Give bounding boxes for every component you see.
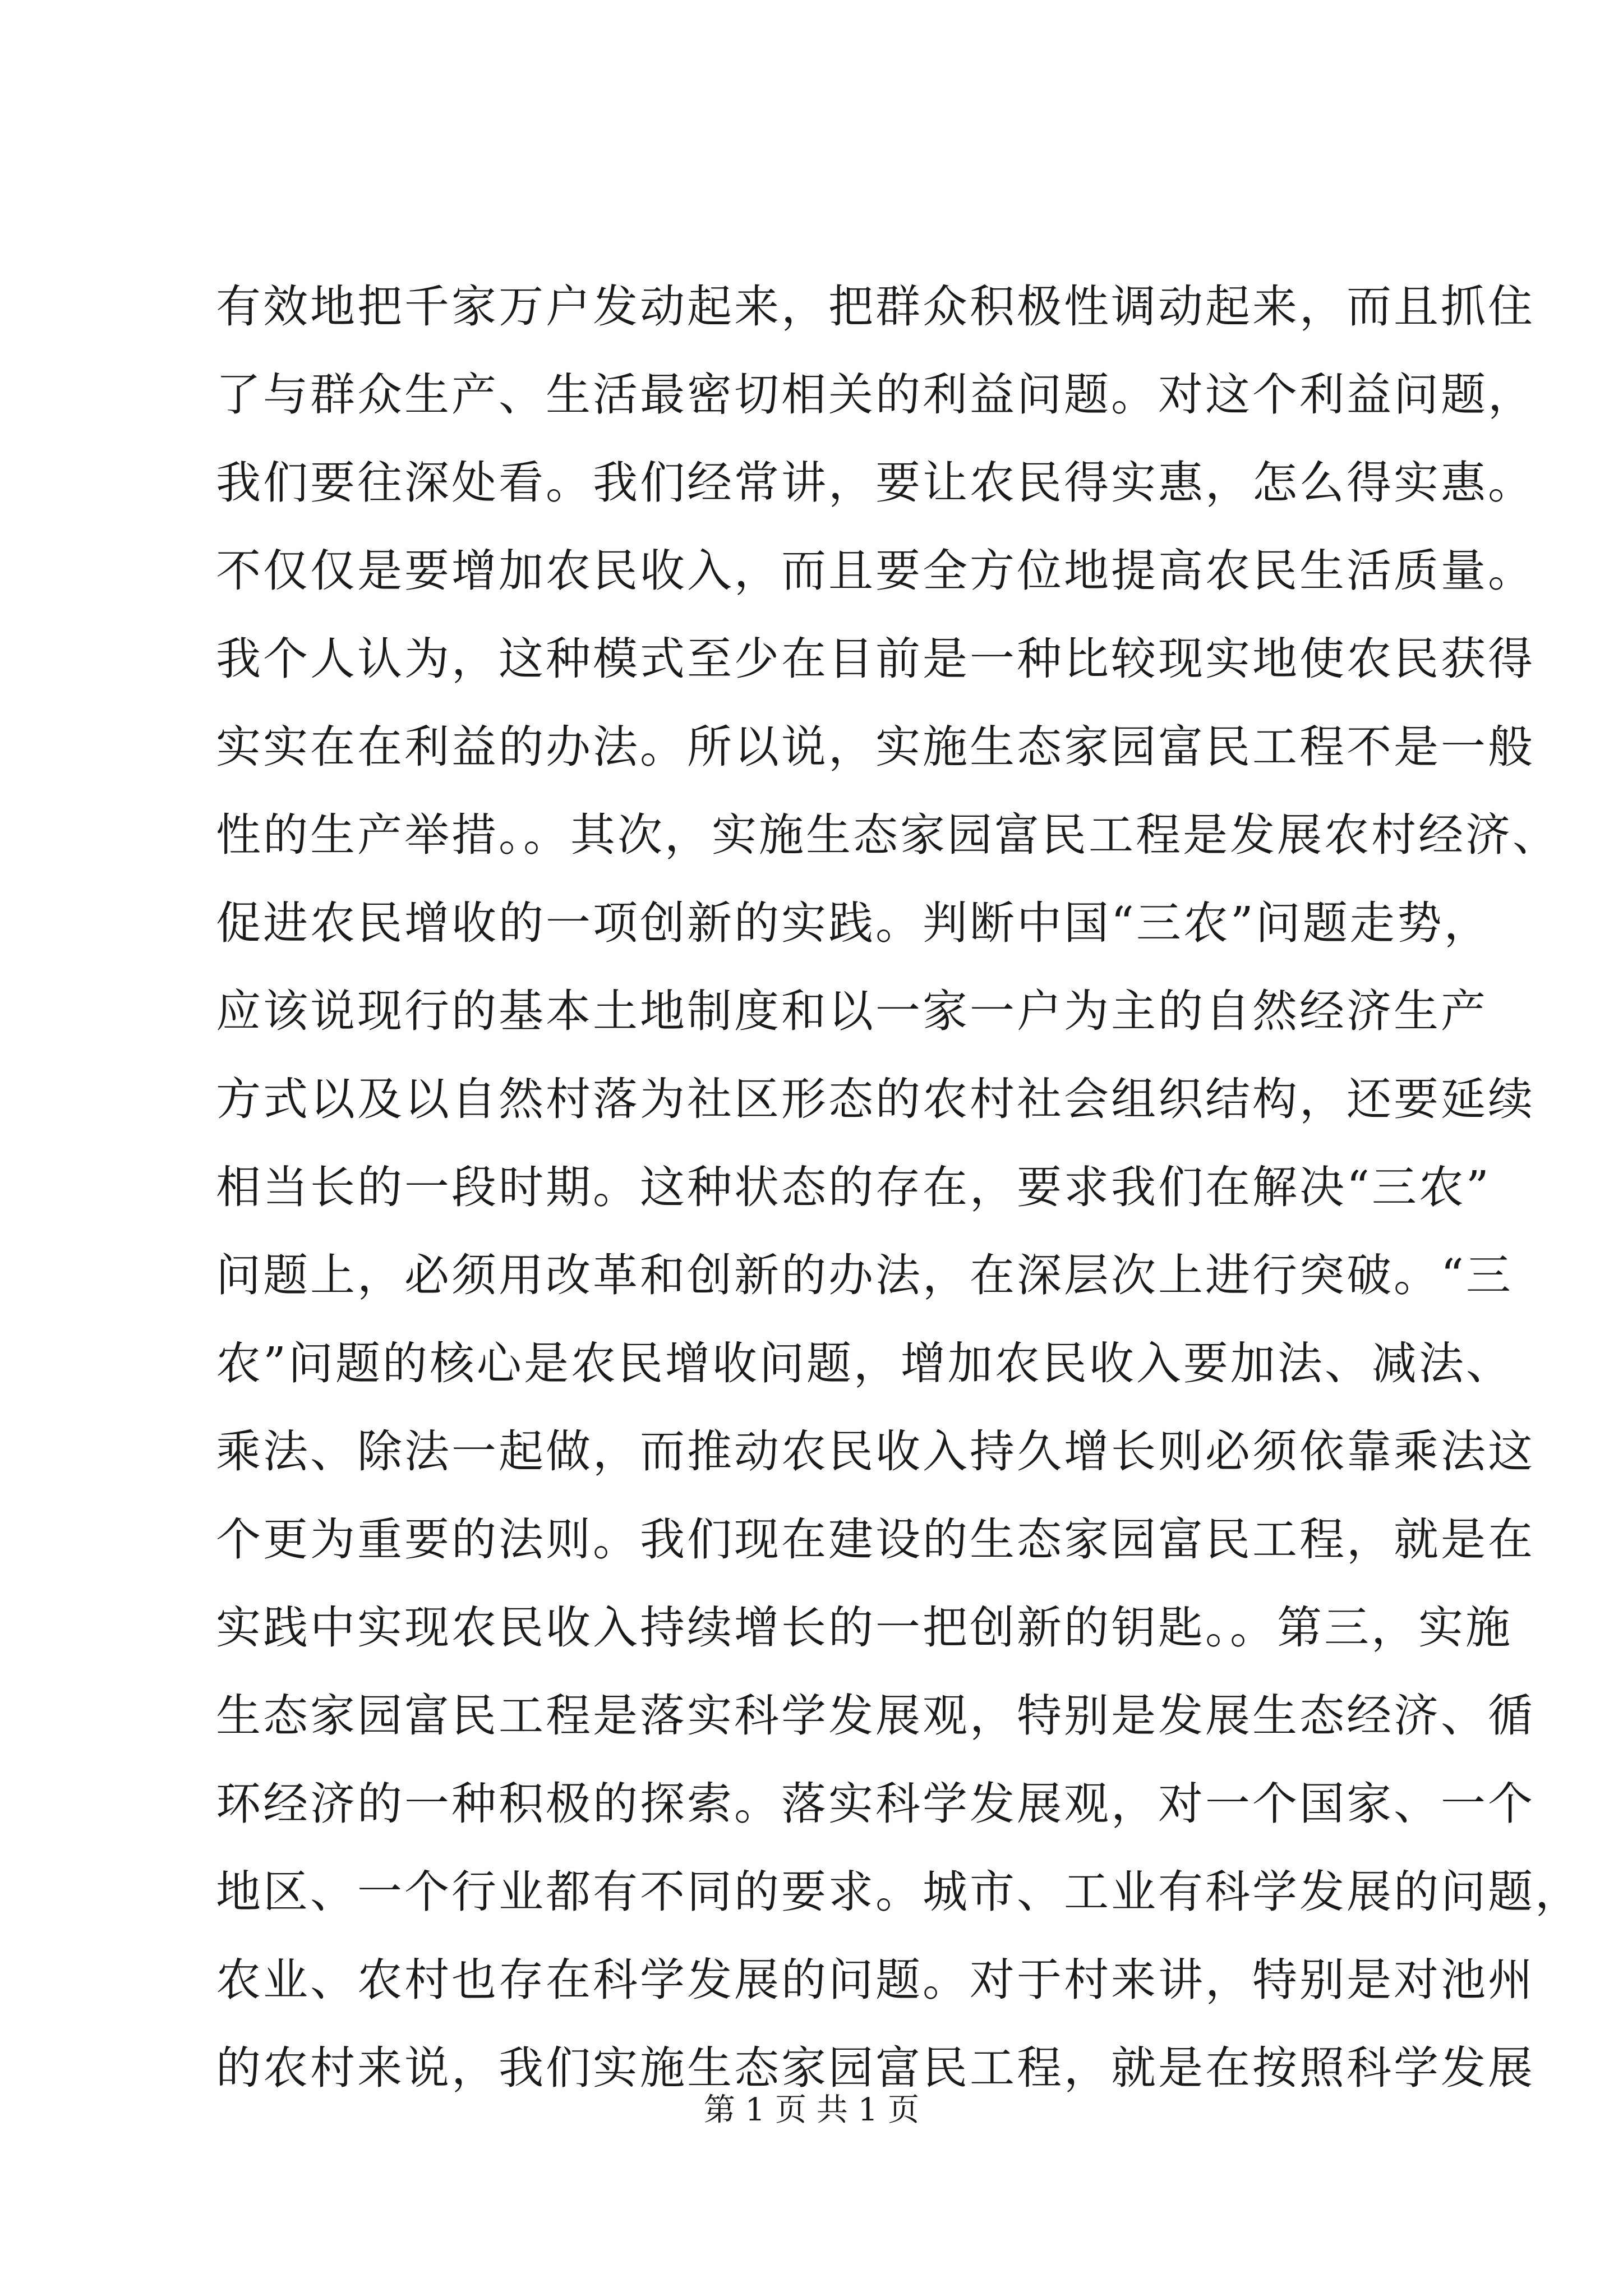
- text-line: 了与群众生产、生活最密切相关的利益问题。对这个利益问题，: [216, 369, 1535, 421]
- text-line: 我个人认为，这种模式至少在目前是一种比较现实地使农民获得: [216, 633, 1535, 685]
- text-line: 乘法、除法一起做，而推动农民收入持久增长则必须依靠乘法这: [216, 1425, 1535, 1478]
- text-line: 应该说现行的基本土地制度和以一家一户为主的自然经济生产: [216, 985, 1488, 1037]
- body-text: [216, 263, 1582, 2112]
- text-line: 不仅仅是要增加农民收入，而且要全方位地提高农民生活质量。: [216, 545, 1535, 597]
- text-line: 有效地把千家万户发动起来，把群众积极性调动起来，而且抓住: [216, 280, 1535, 333]
- text-line: 农”问题的核心是农民增收问题，增加农民收入要加法、减法、: [216, 1337, 1513, 1389]
- text-line: 环经济的一种积极的探索。落实科学发展观，对一个国家、一个: [216, 1778, 1535, 1830]
- text-line: 我们要往深处看。我们经常讲，要让农民得实惠，怎么得实惠。: [216, 457, 1535, 509]
- text-line: 问题上，必须用改革和创新的办法，在深层次上进行突破。“三: [216, 1249, 1513, 1301]
- page-number-footer: 第 1 页 共 1 页: [703, 2092, 920, 2128]
- text-line: 个更为重要的法则。我们现在建设的生态家园富民工程，就是在: [216, 1513, 1535, 1566]
- text-line: 方式以及以自然村落为社区形态的农村社会组织结构，还要延续: [216, 1073, 1535, 1125]
- text-line: 实实在在利益的办法。所以说，实施生态家园富民工程不是一般: [216, 721, 1535, 773]
- text-line: 地区、一个行业都有不同的要求。城市、工业有科学发展的问题，: [216, 1866, 1582, 1918]
- text-line: 生态家园富民工程是落实科学发展观，特别是发展生态经济、循: [216, 1690, 1535, 1742]
- text-line: 促进农民增收的一项创新的实践。判断中国“三农”问题走势，: [216, 897, 1491, 949]
- text-line: 相当长的一段时期。这种状态的存在，要求我们在解决“三农”: [216, 1161, 1491, 1213]
- text-line: 农业、农村也存在科学发展的问题。对于村来讲，特别是对池州: [216, 1954, 1535, 2006]
- text-line: 的农村来说，我们实施生态家园富民工程，就是在按照科学发展: [216, 2042, 1535, 2094]
- text-line: 性的生产举措。。其次，实施生态家园富民工程是发展农村经济、: [216, 809, 1560, 861]
- text-line: 实践中实现农民收入持续增长的一把创新的钥匙。。第三，实施: [216, 1602, 1513, 1654]
